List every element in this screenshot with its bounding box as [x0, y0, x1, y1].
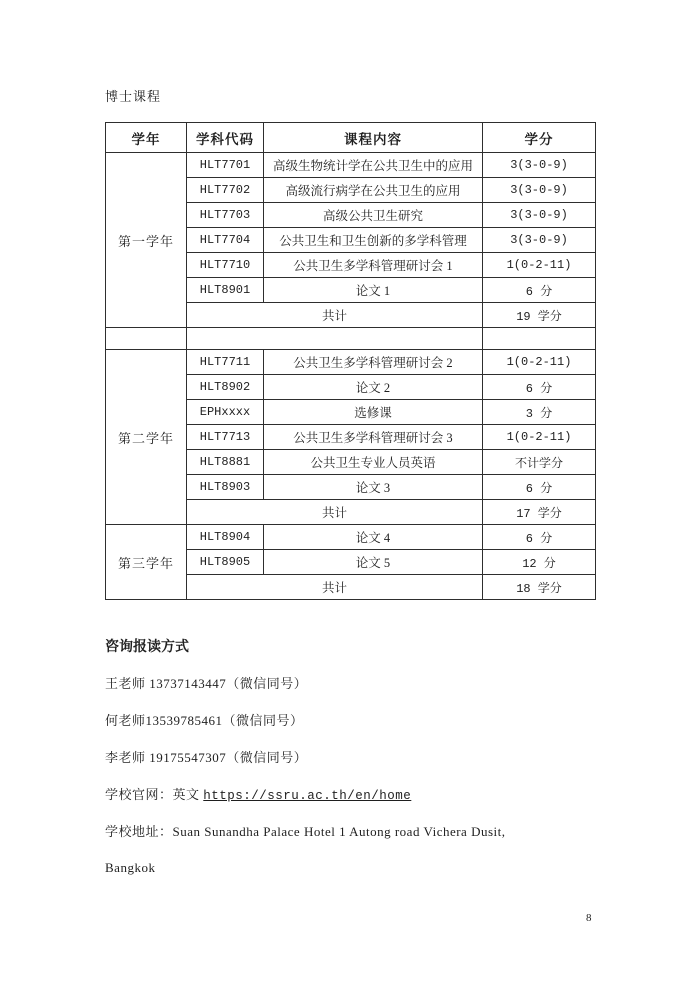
- credit-cell: 3(3-0-9): [483, 178, 596, 203]
- credit-cell: 12 分: [483, 550, 596, 575]
- code-cell: HLT8902: [187, 375, 264, 400]
- empty-cell: [483, 328, 596, 350]
- code-cell: HLT7704: [187, 228, 264, 253]
- total-credit-cell: 18 学分: [483, 575, 596, 600]
- code-cell: HLT8905: [187, 550, 264, 575]
- course-name-cell: 公共卫生专业人员英语: [264, 450, 483, 475]
- code-cell: EPHxxxx: [187, 400, 264, 425]
- empty-cell: [187, 328, 483, 350]
- year-cell: 第三学年: [106, 525, 187, 600]
- code-cell: HLT7701: [187, 153, 264, 178]
- credit-cell: 6 分: [483, 375, 596, 400]
- website-link[interactable]: https://ssru.ac.th/en/home: [203, 789, 412, 803]
- credit-cell: 不计学分: [483, 450, 596, 475]
- page-number: 8: [586, 912, 592, 924]
- credit-cell: 3(3-0-9): [483, 203, 596, 228]
- col-header-code: 学科代码: [187, 123, 264, 153]
- credit-cell: 1(0-2-11): [483, 350, 596, 375]
- contact-line-teacher-he: 何老师13539785461（微信同号）: [105, 713, 304, 728]
- contact-heading: 咨询报读方式: [105, 638, 189, 654]
- code-cell: HLT8904: [187, 525, 264, 550]
- contact-line-teacher-wang: 王老师 13737143447（微信同号）: [105, 676, 308, 691]
- table-header-row: [106, 123, 596, 153]
- year-cell: 第一学年: [106, 153, 187, 328]
- col-header-course: 课程内容: [264, 123, 483, 153]
- code-cell: HLT7713: [187, 425, 264, 450]
- code-cell: HLT7703: [187, 203, 264, 228]
- col-header-year: 学年: [106, 123, 187, 153]
- course-table: [105, 122, 596, 600]
- course-name-cell: 论文 2: [264, 375, 483, 400]
- course-name-cell: 论文 5: [264, 550, 483, 575]
- code-cell: HLT8901: [187, 278, 264, 303]
- credit-cell: 6 分: [483, 475, 596, 500]
- website-line: [105, 787, 605, 803]
- contact-section: [105, 638, 605, 896]
- empty-cell: [106, 328, 187, 350]
- credit-cell: 1(0-2-11): [483, 425, 596, 450]
- credit-cell: 6 分: [483, 278, 596, 303]
- code-cell: HLT8903: [187, 475, 264, 500]
- course-name-cell: 选修课: [264, 400, 483, 425]
- code-cell: HLT8881: [187, 450, 264, 475]
- contact-line-teacher-li: 李老师 19175547307（微信同号）: [105, 750, 308, 765]
- total-label-cell: 共计: [187, 303, 483, 328]
- table-row: [106, 525, 596, 550]
- course-name-cell: 公共卫生多学科管理研讨会 1: [264, 253, 483, 278]
- table-row: [106, 153, 596, 178]
- code-cell: HLT7710: [187, 253, 264, 278]
- course-name-cell: 公共卫生多学科管理研讨会 2: [264, 350, 483, 375]
- course-name-cell: 论文 4: [264, 525, 483, 550]
- year-cell: 第二学年: [106, 350, 187, 525]
- col-header-credit: 学分: [483, 123, 596, 153]
- doc-title: 博士课程: [105, 89, 162, 104]
- credit-cell: 6 分: [483, 525, 596, 550]
- total-label-cell: 共计: [187, 500, 483, 525]
- code-cell: HLT7702: [187, 178, 264, 203]
- course-name-cell: 论文 1: [264, 278, 483, 303]
- total-label-cell: 共计: [187, 575, 483, 600]
- course-name-cell: 高级公共卫生研究: [264, 203, 483, 228]
- empty-row: [106, 328, 596, 350]
- course-name-cell: 公共卫生多学科管理研讨会 3: [264, 425, 483, 450]
- address-line-1: 学校地址：Suan Sunandha Palace Hotel 1 Autong road Vichera Dusit,: [105, 824, 506, 839]
- table-row: [106, 350, 596, 375]
- credit-cell: 3(3-0-9): [483, 228, 596, 253]
- course-name-cell: 高级生物统计学在公共卫生中的应用: [264, 153, 483, 178]
- credit-cell: 3(3-0-9): [483, 153, 596, 178]
- address-line-2: Bangkok: [105, 860, 156, 875]
- total-credit-cell: 19 学分: [483, 303, 596, 328]
- course-name-cell: 高级流行病学在公共卫生的应用: [264, 178, 483, 203]
- total-credit-cell: 17 学分: [483, 500, 596, 525]
- code-cell: HLT7711: [187, 350, 264, 375]
- website-label: 学校官网：英文: [105, 787, 204, 802]
- course-name-cell: 论文 3: [264, 475, 483, 500]
- credit-cell: 1(0-2-11): [483, 253, 596, 278]
- credit-cell: 3 分: [483, 400, 596, 425]
- course-name-cell: 公共卫生和卫生创新的多学科管理: [264, 228, 483, 253]
- address-block: [105, 824, 605, 876]
